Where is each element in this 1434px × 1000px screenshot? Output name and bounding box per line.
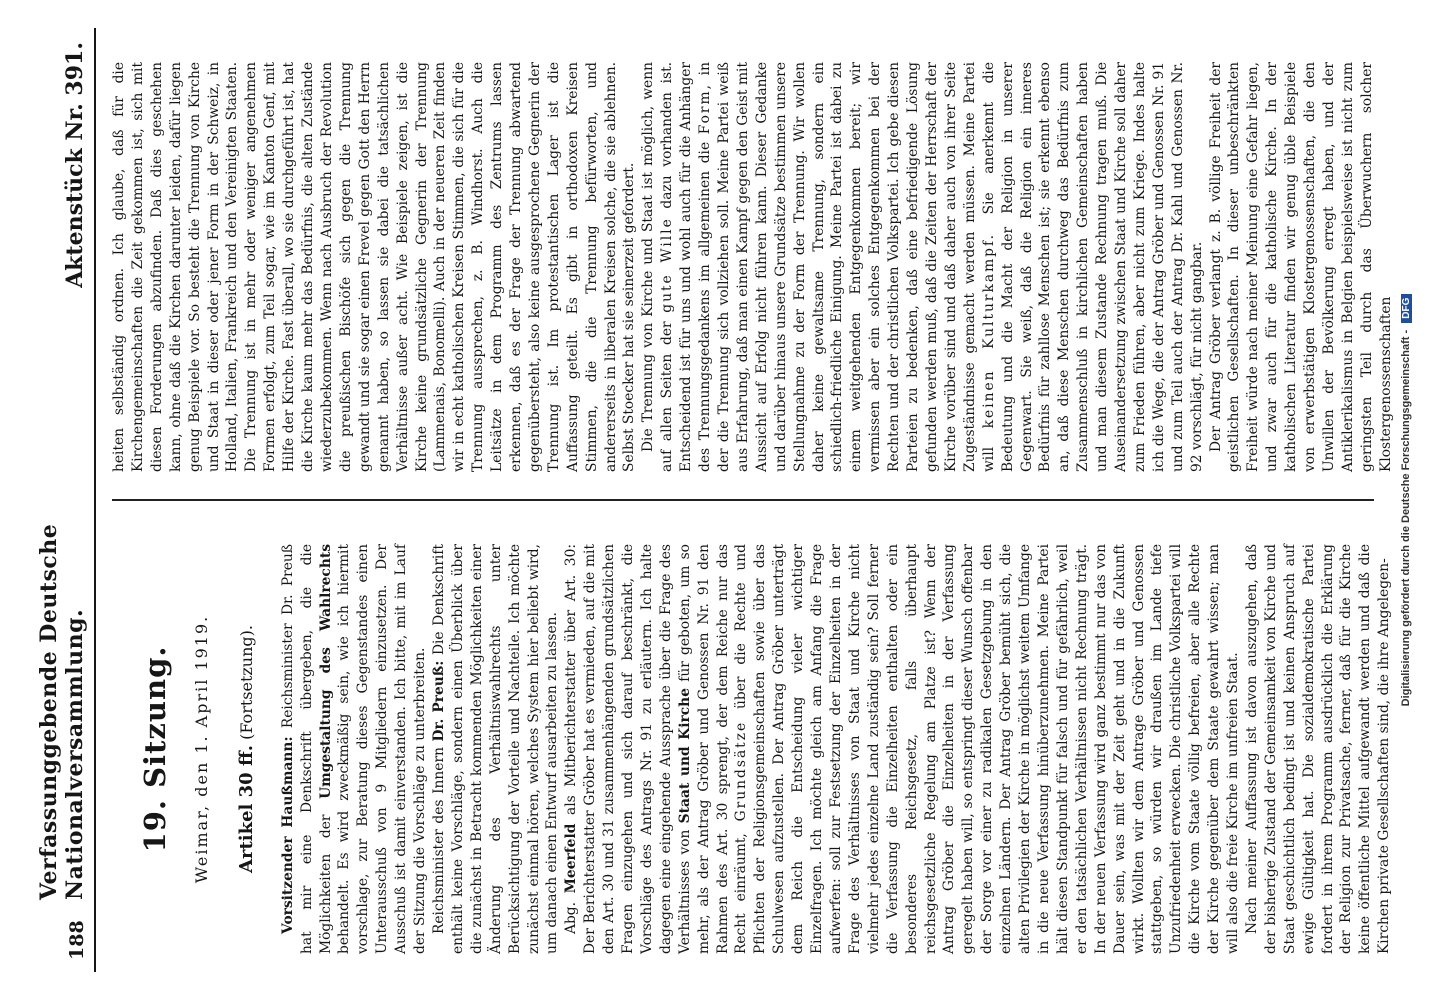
session-title: 19. Sitzung.: [138, 645, 172, 853]
paragraph-text: Die Trennung von Kirche und Staat ist möglich, wenn auf allen Seiten der gute Wille dazu vorhanden ist. Entscheidend ist für uns und wohl auch für die Anhänger des Trennungsgedankens im allgemeinen die Form, in der die Trennung sich vollziehen soll. Meine Partei weiß aus Erfahrung, daß man einen Kampf gegen den Geist mit Aussicht auf Erfolg nicht führen kann. Dieser Gedanke und darüber hinaus unsere Grundsätze bestimmen unsere Stellungnahme zu der Form der Trennung. Wir wollen daher keine gewaltsame Trennung, sondern ein schiedlich-friedliche Einigung. Meine Partei ist dabei zu einem weitgehenden Entgegenkommen bereit; wir vermissen aber ein solches Entgegenkommen bei der Rechten und der christlichen Volkspartei. Ich gebe diesen Parteien zu bedenken, daß eine befriedigende Lösung gefunden werden muß, daß die Zeiten der Herrschaft der Kirche vorüber sind und daß daher auch von ihrer Seite Zugeständnisse gemacht werden müssen. Meine Partei will keinen Kulturkampf. Sie anerkennt die Bedeutung und die Macht der Religion in unserer Gegenwart. Sie weiß, daß die Religion ein inneres Bedürfnis für zahllose Menschen ist; sie erkennt ebenso an, daß diese Menschen durchweg das Bedürfnis zum Zusammenschluß in kirchlichen Gemeinschaften haben und man diesem Zustande Rechnung tragen muß. Die Auseinandersetzung zwischen Staat und Kirche soll daher zum Frieden führen, aber nicht zum Kriege. Indes halte ich die Wege, die der Antrag Gröber und Genossen Nr. 91 und zum Teil auch der Antrag Dr. Kahl und Genossen Nr. 92 vorschlägt, für nicht gangbar.: [640, 61, 1205, 472]
spaced-emphasis: gute Wille: [659, 217, 676, 313]
dfg-logo: DFG: [1401, 294, 1412, 323]
emphasis-text: Staat und Kirche: [676, 688, 693, 824]
speaker-name: Meerfeld: [563, 823, 580, 894]
article-label: Artikel 30 ff.: [235, 745, 257, 873]
section-heading: [235, 544, 257, 954]
paragraph-text: Der Antrag Gröber verlangt z. B. völlige Freiheit der geistlichen Gesellschaften. In dieser unbeschränkten Freiheit würde nach meiner Meinung eine Gefahr liegen, und zwar auch für die katholische Kirche. In der katholischen Literatur finden wir genug üble Beispiele von erwerbstätigen Klostergenossenschaften, die den Unwillen der Bevölkerung erregt haben, und der Antiklerikalismus in Belgien beispielsweise ist nicht zum geringsten Teil durch das Überwuchern solcher Klostergenossenschaften: [1207, 62, 1394, 472]
page-number: 188: [66, 920, 88, 960]
spaced-emphasis: keinen Kulturkampf.: [980, 232, 997, 429]
paragraph-text: heiten selbständig ordnen. Ich glaube, daß für die Kirchengemeinschaften die Zeit gekommen ist, sich mit diesen Forderungen abzufinden. Daß dies geschehen kann, ohne daß die Kirchen darunter leiden, dafür liegen genug Beispiele vor. So besteht die Trennung von Kirche und Staat in dieser oder jener Form in der Schweiz, in Holland, Italien, Frankreich und den Vereinigten Staaten. Die Trennung ist in mehr oder weniger angenehmen Formen erfolgt, zum Teil sogar, wie im Kanton Genf, mit Hilfe der Kirche. Fast überall, wo sie durchgeführt ist, hat die Kirche kaum mehr das Bedürfnis, die alten Zustände wiederzubekommen. Wenn nach Ausbruch der Revolution die preußischen Bischöfe sich gegen die Trennung gewandt und sie sogar einen Frevel gegen Gott den Herrn genannt haben, so lassen sie dabei die tatsächlichen Verhältnisse außer acht. Wie Beispiele zeigen, ist die Kirche keine grundsätzliche Gegnerin der Trennung (Lammenais, Bonomelli). Auch in der neueren Zeit finden wir in echt katholischen Kreisen Stimmen, die sich für die Trennung aussprechen, z. B. Windhorst. Auch die Leitsätze in dem Programm des Zentrums lassen erkennen, daß es der Frage der Trennung abwartend gegenübersteht, also keine ausgesprochene Gegnerin der Trennung ist. Im protestantischen Lager ist die Auffassung geteilt. Es gibt in orthodoxen Kreisen Stimmen, die die Trennung befürworten, und andererseits in liberalen Kreisen solche, die sie ablehnen. Selbst Stoecker hat sie seinerzeit gefordert.: [111, 62, 638, 472]
spaced-emphasis: Form,: [697, 82, 714, 135]
left-column: [110, 543, 1393, 954]
paragraph-minister-statement: Reichsminister des Innern Dr. Preuß: Die Denkschrift enthält keine Vorschläge, sondern einen Überblick über die zunächst in Betracht kommenden Möglichkeiten einer Änderung des Verhältniswahlrechts unter Berücksichtigung der Vorteile und Nachteile. Ich möchte zunächst einmal hören, welches System hier beliebt wird, um danach einen Entwurf ausarbeiten zu lassen.: [430, 543, 561, 954]
document-reference: Aktenstück Nr. 391.: [62, 42, 88, 288]
right-column: [110, 61, 1394, 472]
emphasis-text: Umgestaltung des Wahlrechts: [317, 544, 334, 799]
paragraph-text: Nach meiner Auffassung ist davon auszugehen, daß der bisherige Zustand der Gemeinsamkeit von Kirche und Staat geschichtlich bedingt ist und keinen Anspruch auf ewige Gültigkeit hat. Die sozialdemokratische Partei fordert in ihrem Programm ausdrücklich die Erklärung der Religion zur Privatsache, ferner, daß für die Kirche keine öffentliche Mittel aufgewandt werden und daß die Kirchen private Gesellschaften sind, die ihre Angelegen-: [1243, 544, 1393, 954]
document-page: [36, 28, 1400, 972]
column-divider: [112, 499, 1374, 501]
session-date: Weimar, den 1. April 1919.: [191, 614, 211, 884]
paragraph-meerfeld-statement: Abg. Meerfeld als Mitberichterstatter über Art. 30: Der Berichterstatter Gröber hat es vermieden, auf die mit den Art. 30 und 31 zusammenhängenden grundsätzlichen Fragen einzugehen und sich darauf beschränkt, die Vorschläge des Antrags Nr. 91 zu erläutern. Ich halte dagegen eine eingehende Aussprache über die Frage des Verhältnisses von Staat und Kirche für geboten, um so mehr, als der Antrag Gröber und Genossen Nr. 91 den Rahmen des Art. 30 sprengt, der dem Reiche nur das Recht einräumt, Grundsätze über die Rechte und Pflichten der Religionsgemeinschaften sowie über das Schulwesen aufzustellen. Der Antrag Gröber unterträgt dem Reich die Entscheidung vieler wichtiger Einzelfragen. Ich möchte gleich am Anfang die Frage aufwerfen: soll zur Festsetzung der Einzelheiten in der Frage des Verhältnisses von Staat und Kirche nicht vielmehr jedes einzelne Land zuständig sein? Soll ferner die Verfassung die Einzelheiten enthalten oder ein besonderes Reichsgesetz, falls überhaupt reichsgesetzliche Regelung am Platze ist? Wenn der Antrag Gröber die Einzelheiten in der Verfassung geregelt haben will, so entspringt dieser Wunsch offenbar der Sorge vor einer zu radikalen Gesetzgebung in den einzelnen Ländern. Der Antrag Gröber bemüht sich, die alten Privilegien der Kirche in möglichst weitem Umfange in die neue Verfassung hinüberzunehmen. Meine Partei hält diesen Standpunkt für falsch und für gefährlich, weil er den tatsächlichen Verhältnissen nicht Rechnung trägt. In der neuen Verfassung wird ganz bestimmt nur das von Dauer sein, was mit der Zeit geht und in die Zukunft wirkt. Wollten wir dem Antrage Gröber und Genossen stattgeben, so würden wir draußen im Lande tiefe Unzufriedenheit erwecken. Die christliche Volkspartei will die Kirche vom Staate völlig befreien, aber alle Rechte der Kirche gegenüber dem Staate gewahrt wissen; man will also die freie Kirche im unfreien Staat.: [563, 543, 1242, 954]
speaker-name: Dr. Preuß:: [430, 660, 447, 742]
page-header: [36, 28, 96, 972]
header-title: Verfassunggebende Deutsche Nationalversammlung.: [36, 523, 88, 900]
speaker-name: Vorsitzender Haußmann:: [279, 736, 296, 934]
spaced-emphasis: Grundsätze: [733, 720, 750, 822]
digitization-credit: Digitalisierung gefördert durch die Deutsche Forschungsgemeinschaft - DFG: [1400, 0, 1420, 1000]
paragraph-chair-statement: Vorsitzender Haußmann: Reichsminister Dr. Preuß hat mir eine Denkschrift übergeben, die die Möglichkeiten der Umgestaltung des Wahlrechts behandelt. Es wird zweckmäßig sein, wie ich hiermit vorschlage, zur Beratung dieses Gegenstandes einen Unterausschuß von 9 Mitgliedern einzusetzen. Der Ausschuß ist damit einverstanden. Ich bitte, mit im Lauf der Sitzung die Vorschläge zu unterbreiten.: [279, 544, 429, 954]
continuation-note: (Fortsetzung).: [236, 625, 256, 740]
